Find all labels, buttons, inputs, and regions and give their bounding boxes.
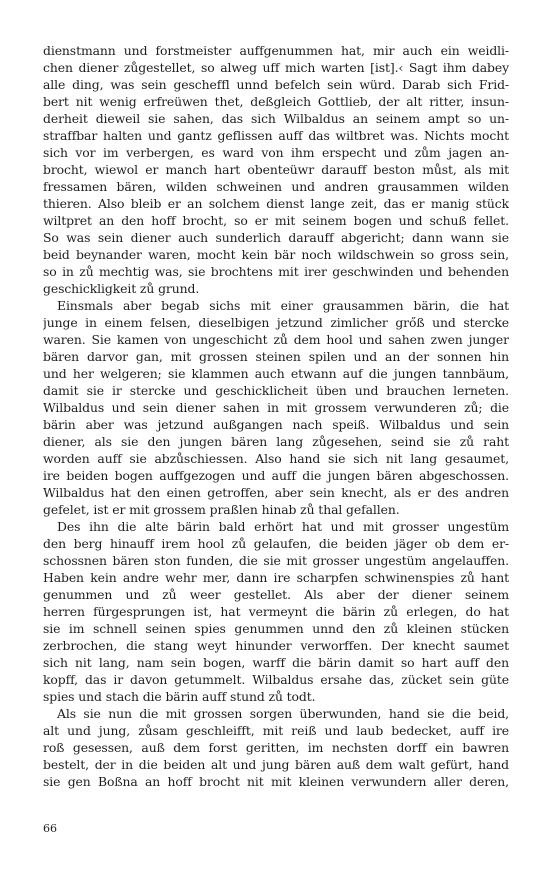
- text-line-paragraph-start: Als sie nun die mit grossen sorgen überwunden, hand sie die beid,: [57, 706, 509, 721]
- text-line: beid beynander waren, mocht kein bär noch wildschwein so gross sein,: [43, 247, 509, 262]
- page-body-text: [43, 42, 509, 790]
- text-line: Wilbaldus hat den einen getroffen, aber sein knecht, als er des andren: [43, 485, 509, 500]
- text-line: brocht, wiewol er manch hart obenteüwr darauff beston můst, als mit: [43, 162, 509, 177]
- text-line: bert nit wenig erfreüwen thet, deßgleich Gottlieb, der alt ritter, insun-: [43, 94, 509, 109]
- text-line: junge in einem felsen, dieselbigen jetzund zimlicher grőß und stercke: [43, 315, 509, 330]
- text-line: so in zů mechtig was, sie brochtens mit irer geschwinden und behenden: [43, 264, 509, 279]
- text-line: straffbar halten und gantz geflissen auff das wiltbret was. Nichts mocht: [43, 128, 509, 143]
- text-line: bärin aber was jetzund außgangen nach speiß. Wilbaldus und sein: [43, 417, 509, 432]
- text-line: genummen und zů weer gestellet. Als aber der diener seinem: [43, 587, 509, 602]
- text-line-paragraph-start: Einsmals aber begab sichs mit einer grausammen bärin, die hat: [57, 298, 509, 313]
- text-line: herren fürgesprungen ist, hat vermeynt die bärin zů erlegen, do hat: [43, 604, 509, 619]
- text-line: Haben kein andre wehr mer, dann ire scharpfen schwinenspies zů hant: [43, 570, 509, 585]
- text-line: roß gesessen, auß dem forst geritten, im nechsten dorff ein bawren: [43, 740, 509, 755]
- text-line: sie im schnell seinen spies genummen unnd den zů kleinen stücken: [43, 621, 509, 636]
- text-line: waren. Sie kamen von ungeschicht zů dem hool und sahen zwen junger: [43, 332, 509, 347]
- text-line: sie gen Boßna an hoff brocht nit mit kleinen verwundern aller deren,: [43, 774, 509, 789]
- text-line: kopff, das ir davon getummelt. Wilbaldus ersahe das, zücket sein güte: [43, 672, 509, 687]
- text-line: den berg hinauff irem hool zů gelaufen, die beiden jäger ob dem er-: [43, 536, 509, 551]
- text-line: So was sein diener auch sunderlich darauff abgericht; dann wann sie: [43, 230, 509, 245]
- text-line: und her welgeren; sie klammen auch etwann auf die jungen tannbäum,: [43, 366, 509, 381]
- page-number: 66: [43, 822, 57, 835]
- text-line: bären darvor gan, mit grossen steinen spilen und an der sonnen hin: [43, 349, 509, 364]
- text-line: dienstmann und forstmeister auffgenummen hat, mir auch ein weidli-: [43, 43, 509, 58]
- text-line: fressamen bären, wilden schweinen und andren grausammen wilden: [43, 179, 509, 194]
- text-line: ire beiden bogen auffgezogen und auff die jungen bären abgeschossen.: [43, 468, 509, 483]
- text-line: diener, als sie den jungen bären lang zůgesehen, seind sie zů raht: [43, 434, 509, 449]
- text-line-paragraph-end: gefelet, ist er mit grossem praßlen hinab zů thal gefallen.: [43, 502, 400, 517]
- text-line: alt und jung, zůsam geschleifft, mit reiß und laub bedecket, auff ire: [43, 723, 509, 738]
- text-line-paragraph-end: geschickligkeit zů grund.: [43, 281, 200, 296]
- text-line-paragraph-start: Des ihn die alte bärin bald erhört hat und mit grosser ungestüm: [57, 519, 509, 534]
- text-line: alle ding, was sein gescheffl unnd befelch sein würd. Darab sich Frid-: [43, 77, 509, 92]
- text-line: wiltpret an den hoff brocht, so er mit seinem bogen und schuß fellet.: [43, 213, 509, 228]
- text-line: bestelt, der in die beiden alt und jung bären auß dem walt gefürt, hand: [43, 757, 509, 772]
- text-line: derheit dieweil sie sahen, das sich Wilbaldus an seinem ampt so un-: [43, 111, 509, 126]
- text-line: sich vor im verbergen, es ward von ihm erspecht und zům jagen an-: [43, 145, 509, 160]
- text-line: schossnen bären ston funden, die sie mit grosser ungestüm angelauffen.: [43, 553, 509, 568]
- text-line: chen diener zůgestellet, so alweg uff mich warten [ist].‹ Sagt ihm dabey: [43, 60, 509, 75]
- text-line: sich nit lang, nam sein bogen, warff die bärin damit so hart auff den: [43, 655, 509, 670]
- text-line: worden auff sie abzůschiessen. Also hand sie sich nit lang gesaumet,: [43, 451, 509, 466]
- text-line: zerbrochen, die stang weyt hinunder verworffen. Der knecht saumet: [43, 638, 509, 653]
- text-line-paragraph-end: spies und stach die bärin auff stund zů todt.: [43, 689, 316, 704]
- text-line: damit sie ir stercke und geschicklicheit üben und brauchen lerneten.: [43, 383, 509, 398]
- text-line: Wilbaldus und sein diener sahen in mit grossem verwunderen zů; die: [43, 400, 509, 415]
- text-line: thieren. Also bleib er an solchem dienst lange zeit, das er manig stück: [43, 196, 509, 211]
